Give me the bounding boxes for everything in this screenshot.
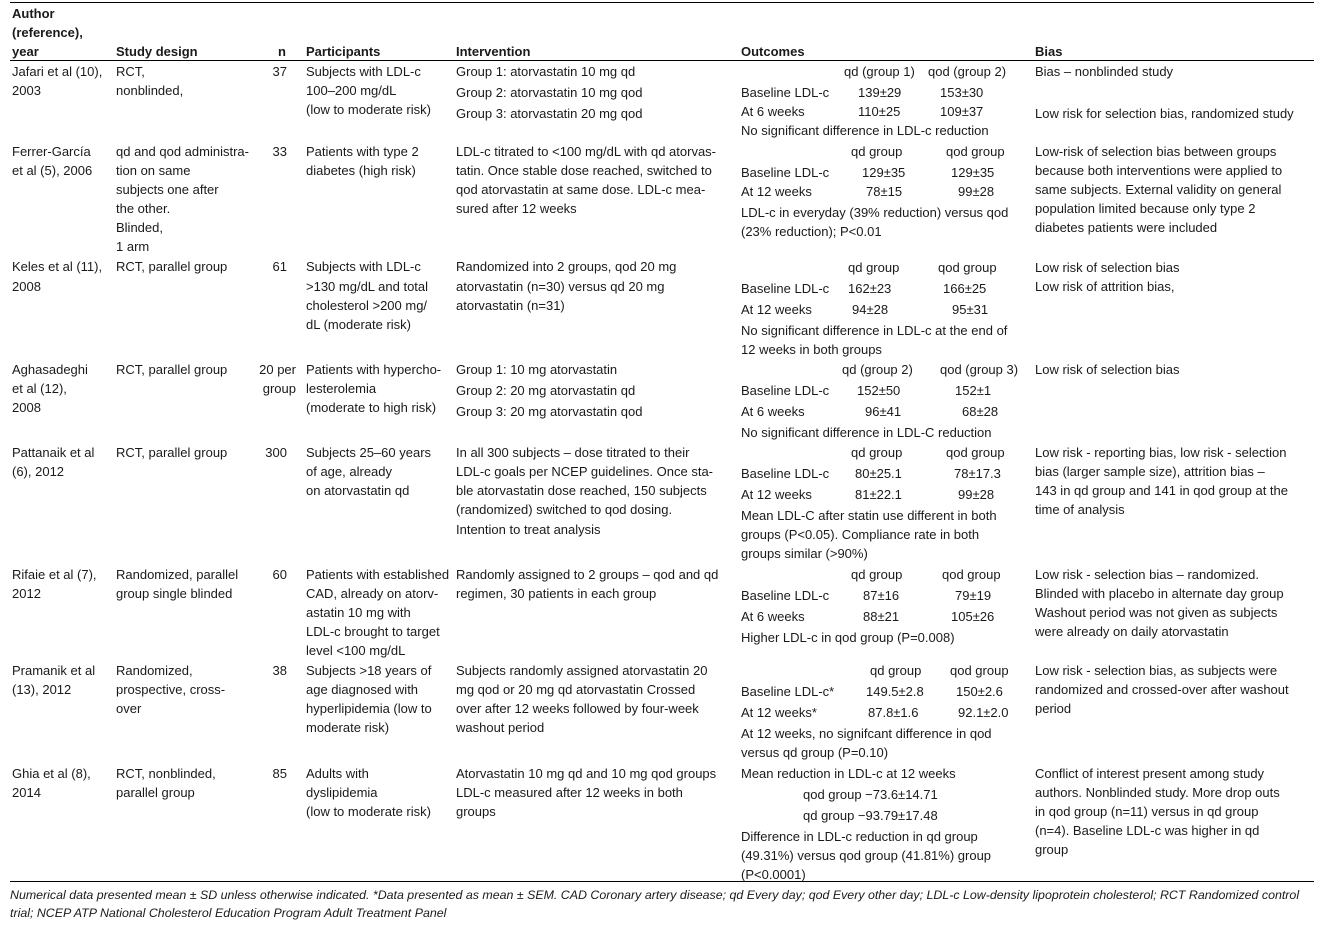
design-line: nonblinded,: [116, 83, 184, 98]
design-line: RCT,: [116, 64, 145, 79]
outcome-note: At 12 weeks, no signifcant difference in qod: [741, 726, 992, 741]
design-line: qd and qod administra-: [116, 144, 249, 159]
n-value: 38: [272, 663, 287, 678]
outcome-col-header: qd (group 2): [842, 362, 913, 377]
author-line: Keles et al (11),: [12, 259, 103, 274]
participants-line: Adults with: [306, 766, 369, 781]
participants-line: dL (moderate risk): [306, 317, 411, 332]
author-line: (13), 2012: [12, 682, 72, 697]
outcome-row-label: At 12 weeks*: [741, 705, 817, 720]
intervention-line: tatin. Once stable dose reached, switched to: [456, 163, 712, 178]
outcome-line: (P<0.0001): [741, 867, 806, 882]
outcome-col-header: qod group: [950, 663, 1009, 678]
intervention-line: Intention to treat analysis: [456, 522, 601, 537]
outcome-note: versus qd group (P=0.10): [741, 745, 889, 760]
design-line: RCT, parallel group: [116, 259, 228, 274]
author-line: 2012: [12, 586, 41, 601]
bias-line: group: [1035, 842, 1069, 857]
bias-line: Low risk of attrition bias,: [1035, 279, 1175, 294]
n-value: 60: [272, 567, 287, 582]
design-line: subjects one after: [116, 182, 219, 197]
outcome-value: 99±28: [958, 184, 995, 199]
participants-line: diabetes (high risk): [306, 163, 416, 178]
header-author-line-3: year: [12, 44, 39, 59]
intervention-line: In all 300 subjects – dose titrated to their: [456, 445, 690, 460]
intervention-line: regimen, 30 patients in each group: [456, 586, 657, 601]
participants-line: Patients with established: [306, 567, 450, 582]
bias-line: same subjects. External validity on general: [1035, 182, 1282, 197]
outcome-note: groups (P<0.05). Compliance rate in both: [741, 527, 980, 542]
outcome-col-header: qd group: [851, 144, 903, 159]
outcome-value: 81±22.1: [855, 487, 902, 502]
outcome-value: 129±35: [951, 165, 995, 180]
author-line: (6), 2012: [12, 464, 65, 479]
header-study-design: Study design: [116, 44, 198, 59]
outcome-row-label: At 6 weeks: [741, 609, 805, 624]
intervention-line: Group 3: atorvastatin 20 mg qod: [456, 106, 643, 121]
outcome-col-header: qd group: [851, 567, 903, 582]
participants-line: on atorvastatin qd: [306, 483, 410, 498]
header-intervention: Intervention: [456, 44, 531, 59]
bias-line: bias (larger sample size), attrition bias –: [1035, 464, 1265, 479]
participants-line: LDL-c brought to target: [306, 624, 440, 639]
author-line: Rifaie et al (7),: [12, 567, 97, 582]
participants-line: Patients with hypercho-: [306, 362, 442, 377]
outcome-value: 110±25: [858, 104, 901, 119]
participants-line: (moderate to high risk): [306, 400, 437, 415]
intervention-line: Group 2: 20 mg atorvastatin qd: [456, 383, 636, 398]
intervention-line: Group 1: atorvastatin 10 mg qd: [456, 64, 636, 79]
outcome-value: 78±15: [866, 184, 903, 199]
outcome-row-label: Baseline LDL-c: [741, 466, 830, 481]
outcome-row-label: At 6 weeks: [741, 104, 805, 119]
outcome-value: 153±30: [940, 85, 984, 100]
bias-line: were already on daily atorvastatin: [1035, 624, 1229, 639]
intervention-line: qod atorvastatin at same dose. LDL-c mea-: [456, 182, 706, 197]
outcome-value: 150±2.6: [956, 684, 1003, 699]
outcome-note: Higher LDL-c in qod group (P=0.008): [741, 630, 955, 645]
outcome-row-label: Baseline LDL-c: [741, 588, 830, 603]
header-author-line-2: (reference),: [12, 25, 83, 40]
header-bias: Bias: [1035, 44, 1063, 59]
bias-line: Low risk of selection bias: [1035, 362, 1180, 377]
author-line: et al (12),: [12, 381, 67, 396]
outcome-value: 80±25.1: [855, 466, 902, 481]
outcome-row-label: At 12 weeks: [741, 184, 812, 199]
outcome-row-label: Baseline LDL-c*: [741, 684, 835, 699]
design-line: RCT, nonblinded,: [116, 766, 216, 781]
header-rule: [10, 60, 1314, 61]
header-n: n: [278, 44, 286, 59]
bias-line: population limited because only type 2: [1035, 201, 1256, 216]
author-line: Ferrer-García: [12, 144, 91, 159]
design-line: parallel group: [116, 785, 195, 800]
outcome-value: 129±35: [862, 165, 906, 180]
bias-line: Low risk - reporting bias, low risk - selection: [1035, 445, 1287, 460]
bias-line: Low risk - selection bias, as subjects were: [1035, 663, 1278, 678]
bias-line: Blinded with placebo in alternate day group: [1035, 586, 1284, 601]
intervention-line: LDL-c goals per NCEP guidelines. Once sta-: [456, 464, 713, 479]
author-line: Jafari et al (10),: [12, 64, 103, 79]
outcome-col-header: qd group: [851, 445, 903, 460]
participants-line: level <100 mg/dL: [306, 643, 406, 658]
intervention-line: atorvastatin (n=30) versus qd 20 mg: [456, 279, 665, 294]
header-participants: Participants: [306, 44, 381, 59]
bias-line: in qod group (n=11) versus in qd group: [1035, 804, 1259, 819]
n-value: 85: [272, 766, 287, 781]
bias-line: Low risk - selection bias – randomized.: [1035, 567, 1259, 582]
participants-line: Subjects with LDL-c: [306, 64, 421, 79]
intervention-line: groups: [456, 804, 496, 819]
design-line: over: [116, 701, 142, 716]
header-author-line-1: Author: [12, 6, 55, 21]
outcome-note: 12 weeks in both groups: [741, 342, 882, 357]
author-line: 2003: [12, 83, 41, 98]
outcome-row-label: Baseline LDL-c: [741, 165, 830, 180]
outcome-value: 87±16: [863, 588, 900, 603]
outcome-row-label: Baseline LDL-c: [741, 383, 830, 398]
outcome-line: qod group −73.6±14.71: [803, 787, 938, 802]
outcome-value: 152±1: [955, 383, 992, 398]
outcome-note: Mean LDL-C after statin use different in both: [741, 508, 997, 523]
design-line: 1 arm: [116, 239, 150, 254]
outcome-row-label: At 12 weeks: [741, 302, 812, 317]
intervention-line: sured after 12 weeks: [456, 201, 577, 216]
design-line: prospective, cross-: [116, 682, 226, 697]
outcome-value: 94±28: [852, 302, 889, 317]
outcome-value: 149.5±2.8: [866, 684, 924, 699]
outcome-value: 99±28: [958, 487, 995, 502]
design-line: Randomized, parallel: [116, 567, 239, 582]
bias-line: (n=4). Baseline LDL-c was higher in qd: [1035, 823, 1260, 838]
intervention-line: washout period: [456, 720, 545, 735]
outcome-note: No significant difference in LDL-C reduction: [741, 425, 992, 440]
participants-line: astatin 10 mg with: [306, 605, 411, 620]
outcome-line: qd group −93.79±17.48: [803, 808, 938, 823]
intervention-line: LDL-c titrated to <100 mg/dL with qd atorvas-: [456, 144, 717, 159]
outcome-note: LDL-c in everyday (39% reduction) versus qod: [741, 205, 1009, 220]
author-line: Pattanaik et al: [12, 445, 95, 460]
design-line: Randomized,: [116, 663, 193, 678]
outcome-row-label: At 6 weeks: [741, 404, 805, 419]
outcome-line: Mean reduction in LDL-c at 12 weeks: [741, 766, 956, 781]
outcome-value: 105±26: [951, 609, 995, 624]
author-line: Aghasadeghi: [12, 362, 88, 377]
author-line: Pramanik et al: [12, 663, 96, 678]
n-value: group: [262, 381, 296, 396]
participants-line: 100–200 mg/dL: [306, 83, 397, 98]
participants-line: hyperlipidemia (low to: [306, 701, 432, 716]
outcome-row-label: At 12 weeks: [741, 487, 812, 502]
outcome-value: 95±31: [952, 302, 989, 317]
design-line: group single blinded: [116, 586, 233, 601]
bias-line: diabetes patients were included: [1035, 220, 1218, 235]
outcome-col-header: qod group: [946, 144, 1005, 159]
outcome-value: 152±50: [857, 383, 901, 398]
header-outcomes: Outcomes: [741, 44, 805, 59]
outcome-value: 87.8±1.6: [868, 705, 919, 720]
outcome-note: (23% reduction); P<0.01: [741, 224, 882, 239]
outcome-value: 88±21: [863, 609, 900, 624]
design-line: RCT, parallel group: [116, 445, 228, 460]
participants-line: Subjects >18 years of: [306, 663, 432, 678]
outcome-line: Difference in LDL-c reduction in qd group: [741, 829, 978, 844]
design-line: the other.: [116, 201, 171, 216]
design-line: RCT, parallel group: [116, 362, 228, 377]
outcome-value: 166±25: [943, 281, 987, 296]
outcome-note: groups similar (>90%): [741, 546, 868, 561]
outcome-value: 79±19: [955, 588, 992, 603]
author-line: 2008: [12, 279, 41, 294]
bias-line: because both interventions were applied to: [1035, 163, 1283, 178]
intervention-line: Group 2: atorvastatin 10 mg qod: [456, 85, 643, 100]
outcome-col-header: qod group: [946, 445, 1005, 460]
outcome-col-header: qod group: [942, 567, 1001, 582]
participants-line: >130 mg/dL and total: [306, 279, 429, 294]
table-footnote: Numerical data presented mean ± SD unless otherwise indicated. *Data presented as mean ± SEM. CAD Coronary artery disease; qd Every day; qod Every other day; LDL-c Low-density lipoprotein cholesterol; RCT Randomized control trial; NCEP ATP National Cholesterol Education Program Adult Treatment Panel: [10, 888, 1300, 921]
intervention-line: Subjects randomly assigned atorvastatin 20: [456, 663, 708, 678]
outcome-value: 92.1±2.0: [958, 705, 1009, 720]
bias-line: time of analysis: [1035, 502, 1125, 517]
intervention-line: Randomized into 2 groups, qod 20 mg: [456, 259, 677, 274]
intervention-line: over after 12 weeks followed by four-week: [456, 701, 699, 716]
bias-line: Washout period was not given as subjects: [1035, 605, 1278, 620]
bias-line: authors. Nonblinded study. More drop outs: [1035, 785, 1280, 800]
intervention-line: Randomly assigned to 2 groups – qod and qd: [456, 567, 719, 582]
bias-line: Low risk of selection bias: [1035, 260, 1180, 275]
outcome-value: 78±17.3: [954, 466, 1001, 481]
participants-line: lesterolemia: [306, 381, 377, 396]
participants-line: Subjects 25–60 years: [306, 445, 432, 460]
participants-line: (low to moderate risk): [306, 804, 431, 819]
outcome-value: 96±41: [865, 404, 902, 419]
intervention-line: Atorvastatin 10 mg qd and 10 mg qod groups: [456, 766, 717, 781]
intervention-line: LDL-c measured after 12 weeks in both: [456, 785, 683, 800]
n-value: 300: [265, 445, 287, 460]
author-line: 2014: [12, 785, 41, 800]
participants-line: (low to moderate risk): [306, 102, 431, 117]
participants-line: cholesterol >200 mg/: [306, 298, 428, 313]
bias-line: Low risk for selection bias, randomized study: [1035, 106, 1294, 121]
bias-line: randomized and crossed-over after washout: [1035, 682, 1289, 697]
outcome-value: 162±23: [848, 281, 892, 296]
bias-line: Low-risk of selection bias between groups: [1035, 144, 1277, 159]
outcome-col-header: qd group: [848, 260, 900, 275]
outcome-col-header: qod group: [938, 260, 997, 275]
bottom-rule: [10, 881, 1314, 882]
bias-line: Bias – nonblinded study: [1035, 64, 1174, 79]
outcome-col-header: qd group: [870, 663, 922, 678]
participants-line: Patients with type 2: [306, 144, 419, 159]
outcome-note: No significant difference in LDL-c reduction: [741, 123, 989, 138]
intervention-line: mg qod or 20 mg qd atorvastatin Crossed: [456, 682, 696, 697]
outcome-note: No significant difference in LDL-c at the end of: [741, 323, 1008, 338]
intervention-line: (randomized) switched to qod dosing.: [456, 502, 673, 517]
participants-line: of age, already: [306, 464, 393, 479]
evidence-table: [10, 0, 1314, 929]
bias-line: 143 in qd group and 141 in qod group at the: [1035, 483, 1288, 498]
outcome-row-label: Baseline LDL-c: [741, 281, 830, 296]
participants-line: CAD, already on atorv-: [306, 586, 439, 601]
n-value: 37: [272, 64, 287, 79]
n-value: 33: [272, 144, 287, 159]
design-line: tion on same: [116, 163, 191, 178]
bias-line: period: [1035, 701, 1072, 716]
n-value: 20 per: [259, 362, 296, 377]
n-value: 61: [272, 259, 287, 274]
outcome-col-header: qod (group 3): [940, 362, 1019, 377]
participants-line: age diagnosed with: [306, 682, 419, 697]
participants-line: Subjects with LDL-c: [306, 259, 421, 274]
outcome-value: 109±37: [940, 104, 984, 119]
intervention-line: atorvastatin (n=31): [456, 298, 565, 313]
outcome-col-header: qod (group 2): [928, 64, 1007, 79]
author-line: et al (5), 2006: [12, 163, 93, 178]
bias-line: Conflict of interest present among study: [1035, 766, 1265, 781]
outcome-col-header: qd (group 1): [844, 64, 915, 79]
outcome-value: 139±29: [858, 85, 902, 100]
top-rule: [10, 2, 1314, 3]
intervention-line: Group 3: 20 mg atorvastatin qod: [456, 404, 643, 419]
author-line: 2008: [12, 400, 41, 415]
intervention-line: ble atorvastatin dose reached, 150 subjects: [456, 483, 707, 498]
outcome-value: 68±28: [962, 404, 999, 419]
design-line: Blinded,: [116, 220, 163, 235]
outcome-line: (49.31%) versus qod group (41.81%) group: [741, 848, 992, 863]
author-line: Ghia et al (8),: [12, 766, 91, 781]
participants-line: moderate risk): [306, 720, 390, 735]
intervention-line: Group 1: 10 mg atorvastatin: [456, 362, 618, 377]
participants-line: dyslipidemia: [306, 785, 378, 800]
outcome-row-label: Baseline LDL-c: [741, 85, 830, 100]
